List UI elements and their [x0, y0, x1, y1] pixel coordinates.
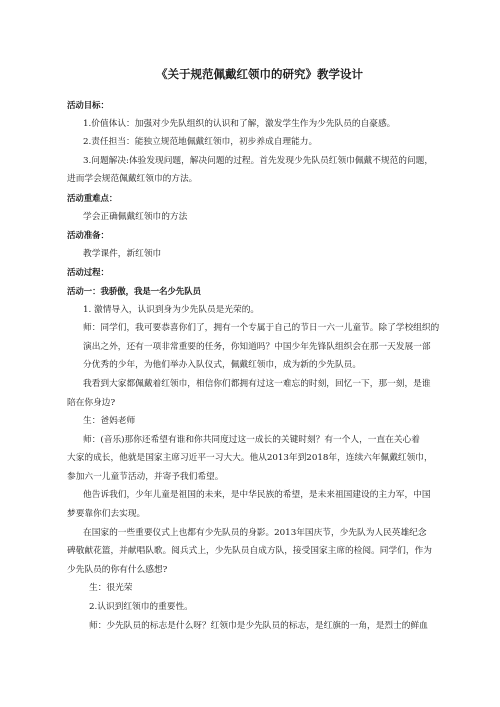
paragraph-line: 1. 激情导入，认识到身为少先队员是光荣的。	[83, 304, 260, 315]
paragraph-line: 陪在你身边?	[67, 397, 116, 408]
paragraph-line: 分优秀的少年，为他们举办入队仪式，佩戴红领巾，成为新的少先队员。	[83, 360, 361, 371]
paragraph-line: 1.价值体认：加强对少先队组织的认识和了解，激发学生作为少先队员的自豪感。	[83, 118, 396, 129]
paragraph-line: 他告诉我们，少年儿童是祖国的未来，是中华民族的希望，是未来祖国建设的主力军，中国	[83, 490, 431, 501]
paragraph-line: 师：(音乐)那你还希望有谁和你共同度过这一成长的关键时刻？有一个人，一直在关心着	[83, 434, 420, 445]
paragraph-line: 教学课件，新红领巾	[83, 248, 162, 259]
paragraph-line: 我看到大家都佩戴着红领巾，相信你们都拥有过这一难忘的时刻，回忆一下，那一刻，是谁	[83, 378, 431, 389]
paragraph-line: 学会正确佩戴红领巾的方法	[83, 211, 188, 222]
paragraph-line: 进而学会规范佩戴红领巾的方法。	[67, 174, 198, 185]
paragraph-line: 碑敬献花篮，并献唱队歌。阅兵式上，少先队员自成方队，接受国家主席的检阅。同学们，作为	[67, 546, 432, 557]
section-heading: 活动过程：	[67, 267, 109, 278]
paragraph-line: 少先队员的你有什么感想?	[67, 564, 168, 575]
paragraph-line: 大家的成长，他就是国家主席习近平一习大大。他从2013年到2018年，连续六年佩戴红领巾，	[67, 453, 433, 464]
paragraph-line: 3.问题解决:体验发现问题，解决问题的过程。首先发现少先队员红领巾佩戴不规范的问题，	[83, 155, 434, 166]
paragraph-line: 2.责任担当：能独立规范地佩戴红领巾，初步养成自理能力。	[83, 137, 318, 148]
section-heading: 活动准备：	[67, 230, 109, 241]
paragraph-line: 师：少先队员的标志是什么呀？红领巾是少先队员的标志，是红旗的一角，是烈士的鲜血	[89, 620, 428, 631]
paragraph-line: 梦要靠你们去实现。	[67, 509, 146, 520]
paragraph-line: 在国家的一些重要仪式上也都有少先队员的身影。2013年国庆节，少先队为人民英雄纪念	[83, 527, 427, 538]
paragraph-line: 参加六一儿童节活动，并寄予我们希望。	[67, 471, 224, 482]
document-title: 《关于规范佩戴红领巾的研究》教学设计	[156, 67, 363, 81]
paragraph-line: 师：同学们，我可要恭喜你们了，拥有一个专属于自己的节日一六一儿童节。除了学校组织的	[83, 323, 440, 334]
paragraph-line: 2.认识到红领巾的重要性。	[89, 602, 193, 613]
document-body	[67, 96, 452, 635]
section-heading: 活动重难点：	[67, 192, 118, 203]
section-heading: 活动一：我骄傲，我是一名少先队员	[67, 285, 201, 296]
section-heading: 活动目标：	[67, 100, 109, 110]
paragraph-line: 演出之外，还有一项非常重要的任务，你知道吗？中国少年先锋队组织会在那一天发展一部	[83, 341, 431, 352]
paragraph-line: 生：爸妈老师	[83, 416, 136, 427]
paragraph-line: 生：很光荣	[89, 583, 133, 594]
